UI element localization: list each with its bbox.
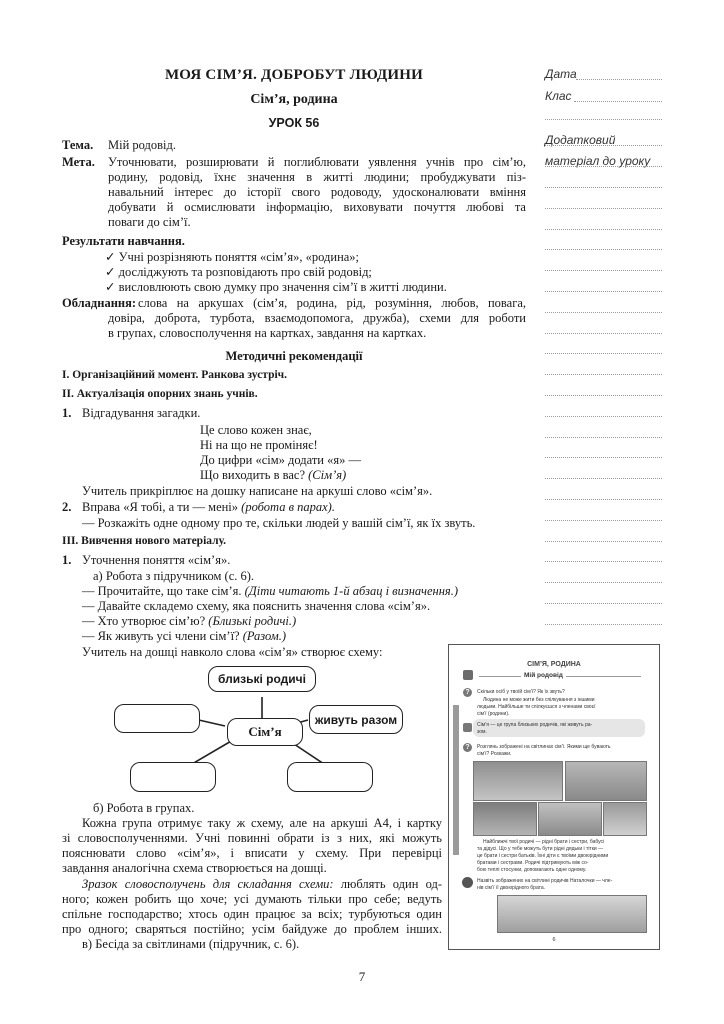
question-icon: ?	[463, 743, 472, 752]
goal-label: Мета.	[62, 155, 95, 169]
page-edge-tab	[453, 705, 459, 855]
riddle-line: Ні на що не проміняє!	[200, 438, 318, 452]
margin-line	[545, 353, 662, 354]
margin-date-label: Дата	[545, 67, 577, 81]
result-item: ✓ висловлюють свою думку про значення сім’ї в житті людини.	[105, 280, 447, 294]
margin-line	[545, 437, 662, 438]
margin-line	[545, 333, 662, 334]
group-line: зі словосполученнями. Учні повинні обрати із з них, які можуть	[62, 831, 442, 845]
equipment-line: в групах, словосполучення на картках, завдання на картках.	[108, 326, 427, 340]
margin-line	[545, 582, 662, 583]
paragraph: Учитель на дошці навколо слова «сім’я» створює схему:	[82, 645, 383, 659]
margin-line	[545, 395, 662, 396]
subitem-a: а) Робота з підручником (с. 6).	[93, 569, 255, 583]
textbook-text: братами і сестрами. Родичі підтримують між со-	[477, 860, 589, 866]
section-subtitle: Сім’я, родина	[250, 92, 338, 107]
topic-label: Тема.	[62, 138, 94, 152]
item-dialogue: — Розкажіть одне одному про те, скільки людей у вашій сім’ї, як їх звуть.	[82, 516, 476, 530]
subitem-b: б) Робота в групах.	[93, 801, 195, 815]
margin-extra-label-2: матеріал до уроку	[545, 154, 651, 168]
margin-line	[545, 145, 662, 146]
margin-line	[545, 229, 662, 230]
riddle-answer: (Сім’я)	[308, 468, 347, 482]
equipment-line: слова на аркушах (сім’я, родина, рід, розуміння, любов, повага,	[138, 296, 526, 310]
group-line: Кожна група отримує таку ж схему, але на аркуші А4, і картку	[82, 816, 442, 830]
section-heading: III. Вивчення нового матеріалу.	[62, 535, 227, 547]
family-photo	[473, 761, 563, 801]
textbook-page-number: 6	[552, 937, 556, 943]
dialogue-question: — Хто утворює сім’ю?	[82, 614, 206, 628]
textbook-page-image	[448, 644, 660, 950]
group-line: пояснювати слово «сім’я», і вписати у схему. При перевірці	[62, 846, 442, 860]
section-heading: I. Організаційний момент. Ранкова зустріч.	[62, 369, 288, 381]
lesson-number: УРОК 56	[268, 116, 320, 130]
margin-line	[545, 187, 662, 188]
topic-icon	[463, 670, 473, 680]
textbook-definition: зом.	[477, 729, 487, 735]
group-line: завдання аналогічна схема створюється на дошці.	[62, 861, 327, 875]
sample-line: спільне господарство; хтось один працює за всіх; турбуються один	[62, 907, 442, 921]
margin-line	[545, 416, 662, 417]
sample-line	[82, 877, 442, 892]
margin-line	[545, 603, 662, 604]
textbook-text: Найближчі твої родичі — рідні брати і сестри, бабусі	[483, 839, 605, 845]
textbook-text: Скільки осіб у твоїй сім’ї? Як їх звуть?	[477, 689, 565, 695]
textbook-text: Назвіть зображених на світлині родичів Наталочки — чле-	[477, 878, 613, 884]
margin-line	[545, 561, 662, 562]
item-text-note: (робота в парах).	[241, 500, 335, 514]
method-title: Методичні рекомендації	[225, 349, 363, 363]
goal-line: родину, родовід, їхнє значення в житті людини; пробуджувати піз-	[108, 170, 526, 184]
riddle-line: До цифри «сім» додати «я» —	[200, 453, 361, 467]
textbook-text: людьми. Найбільше ти спілкуєшся з членами своєї	[477, 704, 596, 710]
family-photo	[603, 802, 647, 836]
dialogue-question: — Прочитайте, що таке сім’я.	[82, 584, 242, 598]
margin-date-line	[576, 79, 662, 80]
goal-line: добувати й осмислювати інформацію, виховувати почуття любові та	[108, 200, 526, 214]
question-icon: ?	[463, 688, 472, 697]
margin-line	[545, 457, 662, 458]
item-text: Уточнення поняття «сім’я».	[82, 553, 231, 567]
margin-line	[545, 520, 662, 521]
textbook-text: це брати і сестри батьків. Їхні діти є твоїми двоюрідними	[477, 853, 609, 859]
dialogue-line	[82, 584, 458, 599]
textbook-text: Розглянь зображені на світлинах сім’ї. Якими ще бувають	[477, 744, 611, 750]
dialogue-note: (Близькі родичі.)	[208, 614, 297, 628]
textbook-text: сім’ї (родини).	[477, 711, 510, 717]
schema-top-node: близькі родичі	[208, 666, 316, 692]
sample-line: ного; кожен робить що хоче; усі думають тільки про себе; ведуть	[62, 892, 442, 906]
schema-right-node: живуть разом	[309, 705, 403, 734]
page-number: 7	[358, 969, 366, 984]
results-label: Результати навчання.	[62, 234, 185, 248]
riddle-line: Це слово кожен знає,	[200, 423, 312, 437]
dialogue-question: — Як живуть усі члени сім’ї?	[82, 629, 240, 643]
textbook-text: нів сім’ї її двоюрідного брата.	[477, 885, 546, 891]
sample-label: Зразок словосполучень для складання схеми:	[82, 877, 334, 891]
goal-line: навальний інтерес до історії свого родоводу, удосконалювати вміння	[108, 185, 526, 199]
family-photo-large	[497, 895, 647, 933]
paragraph: Учитель прикріплює на дошку написане на аркуші слово «сім’я».	[82, 484, 433, 498]
schema-empty-node	[130, 762, 216, 792]
topic-text: Мій родовід.	[108, 138, 177, 152]
dialogue-line: — Давайте складемо схему, яка пояснить значення слова «сім’я».	[82, 599, 431, 613]
margin-line	[545, 270, 662, 271]
item-text	[82, 500, 335, 515]
sample-line: про одного; сваряться постійно; усім байдуже до проблем інших.	[62, 922, 442, 936]
item-number: 1.	[62, 406, 72, 420]
margin-class-label: Клас	[545, 89, 572, 103]
family-photo	[538, 802, 602, 836]
book-icon	[463, 723, 472, 732]
margin-line	[545, 374, 662, 375]
textbook-text: бою теплі стосунки, допомагають одне одному.	[477, 867, 587, 873]
item-text-main: Вправа «Я тобі, а ти — мені»	[82, 500, 239, 514]
dialogue-line	[82, 629, 286, 644]
margin-line	[545, 312, 662, 313]
margin-extra-label-1: Додатковий	[545, 133, 616, 147]
equipment-label: Обладнання:	[62, 296, 137, 310]
item-text: Відгадування загадки.	[82, 406, 201, 420]
schema-empty-node	[287, 762, 373, 792]
subitem-c: в) Бесіда за світлинами (підручник, с. 6).	[82, 937, 300, 951]
dialogue-line	[82, 614, 296, 629]
task-icon	[462, 877, 473, 888]
dialogue-note: (Діти читають 1-й абзац і визначення.)	[244, 584, 459, 598]
margin-line	[545, 499, 662, 500]
margin-line	[545, 478, 662, 479]
margin-line	[545, 119, 662, 120]
schema-line-left-bottom	[192, 740, 233, 764]
margin-class-line	[574, 101, 662, 102]
textbook-text: сім’ї? Розкажи.	[477, 751, 512, 757]
margin-line	[545, 541, 662, 542]
textbook-text: Людина не може жити без спілкування з іншими	[483, 697, 595, 703]
schema-center-node: Сім’я	[227, 718, 303, 746]
riddle-question: Що виходить в вас?	[200, 468, 305, 482]
item-number: 1.	[62, 553, 72, 567]
margin-line	[545, 291, 662, 292]
item-number: 2.	[62, 500, 72, 514]
textbook-text: та дідусі. Що у тебе можуть бути рідні дядьки і тітки —	[477, 846, 604, 852]
section-heading: II. Актуалізація опорних знань учнів.	[62, 388, 258, 400]
schema-empty-node	[114, 704, 200, 733]
textbook-definition: Сім’я — це група близьких родичів, які живуть ра-	[477, 722, 593, 728]
sample-text: люблять один од-	[340, 877, 443, 891]
riddle-line	[200, 468, 346, 483]
dialogue-note: (Разом.)	[242, 629, 287, 643]
family-photo	[473, 802, 537, 836]
textbook-topic: Мій родовід	[521, 672, 566, 679]
goal-line: поваги до сім’ї.	[108, 215, 191, 229]
result-item: ✓ Учні розрізняють поняття «сім’я», «родина»;	[105, 250, 360, 264]
result-item: ✓ досліджують та розповідають про свій родовід;	[105, 265, 372, 279]
equipment-line: довіра, доброта, турбота, взаємодопомога, дружба), схеми для роботи	[108, 311, 526, 325]
textbook-header: СІМ’Я, РОДИНА	[527, 661, 581, 668]
family-photo	[565, 761, 647, 801]
page-title: МОЯ СІМ’Я. ДОБРОБУТ ЛЮДИНИ	[164, 67, 424, 83]
margin-line	[545, 249, 662, 250]
margin-line	[545, 166, 662, 167]
goal-line: Уточнювати, розширювати й поглиблювати уявлення учнів про сім’ю,	[108, 155, 526, 169]
margin-line	[545, 624, 662, 625]
margin-line	[545, 208, 662, 209]
